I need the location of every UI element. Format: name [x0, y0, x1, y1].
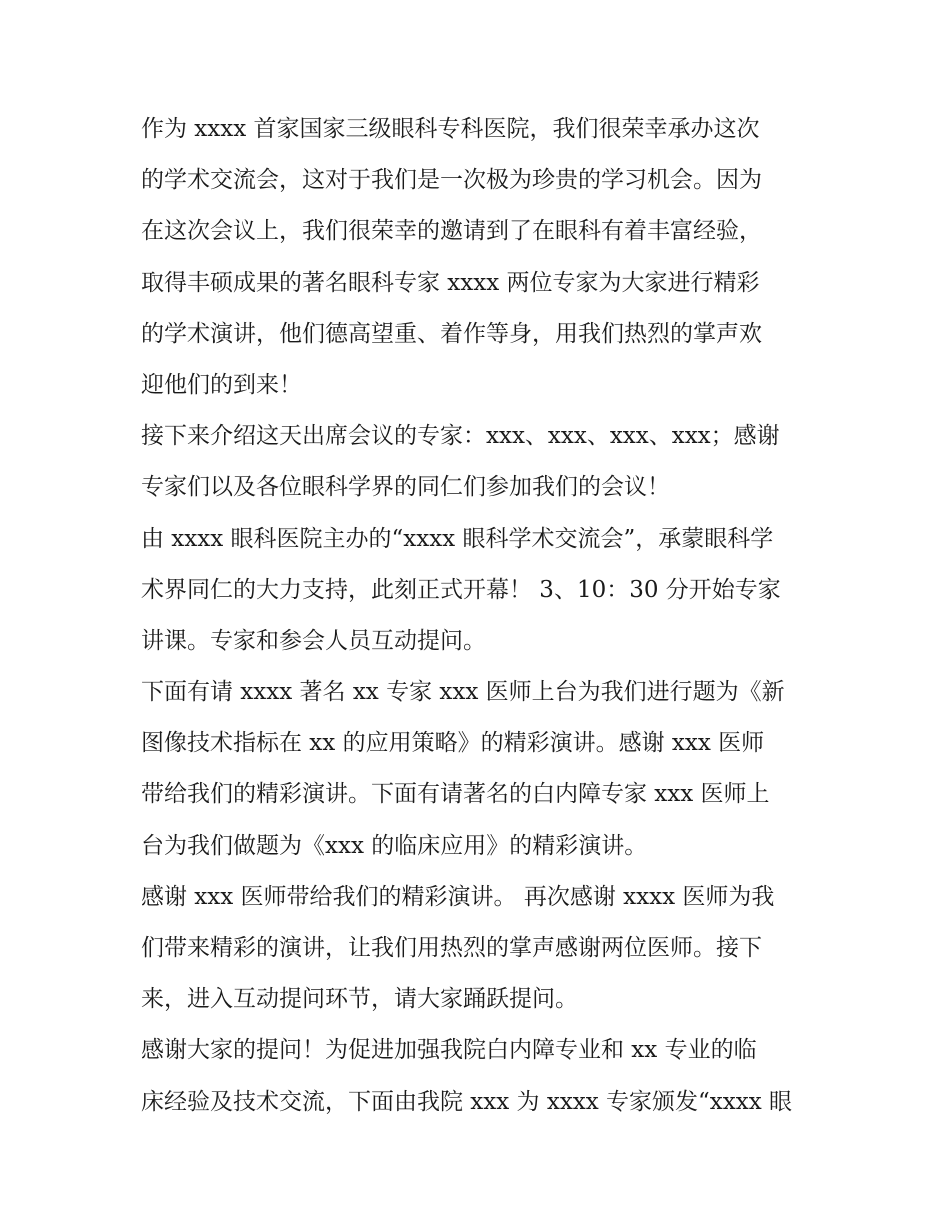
text-line: 专家们以及各位眼科学界的同仁们参加我们的会议！: [141, 474, 670, 501]
text-line: 来，进入互动提问环节，请大家踊跃提问。: [141, 986, 578, 1013]
text-line: 由 xxxx 眼科医院主办的“xxxx 眼科学术交流会”，承蒙眼科学: [141, 525, 774, 552]
text-line: 在这次会议上，我们很荣幸的邀请到了在眼科有着丰富经验，: [141, 218, 762, 245]
document-body: [141, 104, 813, 1128]
text-line: 带给我们的精彩演讲。下面有请著名的白内障专家 xxx 医师上: [141, 781, 770, 808]
text-line: 作为 xxxx 首家国家三级眼科专科医院，我们很荣幸承办这次: [141, 116, 760, 142]
text-line: 们带来精彩的演讲，让我们用热烈的掌声感谢两位医师。接下: [141, 935, 762, 961]
text-line: 图像技术指标在 xx 的应用策略》的精彩演讲。感谢 xxx 医师: [141, 730, 765, 757]
text-line: 的学术交流会，这对于我们是一次极为珍贵的学习机会。因为: [141, 167, 762, 194]
text-line: 取得丰硕成果的著名眼科专家 xxxx 两位专家为大家进行精彩: [141, 269, 760, 296]
text-line: 迎他们的到来！: [141, 371, 302, 398]
text-line: 术界同仁的大力支持，此刻正式开幕！ 3、10：30 分开始专家: [141, 576, 781, 603]
text-line: 下面有请 xxxx 著名 xx 专家 xxx 医师上台为我们进行题为《新: [141, 679, 785, 706]
text-line: 台为我们做题为《xxx 的临床应用》的精彩演讲。: [141, 832, 648, 859]
text-line: 讲课。专家和参会人员互动提问。: [141, 627, 486, 654]
text-line: 接下来介绍这天出席会议的专家：xxx、xxx、xxx、xxx；感谢: [141, 423, 780, 450]
text-line: 的学术演讲，他们德高望重、着作等身，用我们热烈的掌声欢: [141, 320, 762, 347]
text-line: 床经验及技术交流，下面由我院 xxx 为 xxxx 专家颁发“xxxx 眼: [141, 1088, 792, 1115]
text-line: 感谢 xxx 医师带给我们的精彩演讲。 再次感谢 xxxx 医师为我: [141, 883, 775, 910]
text-line: 感谢大家的提问！为促进加强我院白内障专业和 xx 专业的临: [141, 1037, 757, 1064]
